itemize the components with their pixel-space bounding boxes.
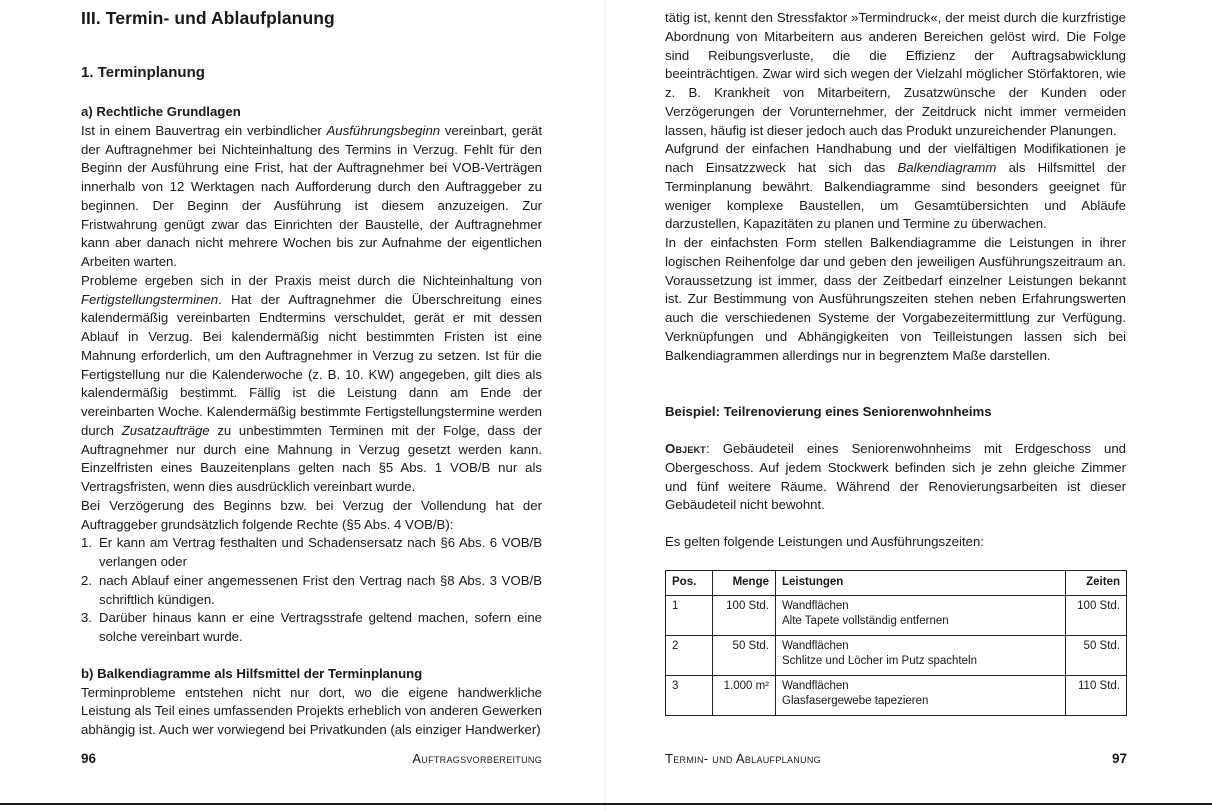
rights-list — [81, 534, 542, 647]
table-row — [666, 676, 1127, 716]
paragraph-termindruck: tätig ist, kennt den Stressfaktor »Termindruck«, der meist durch die kurzfristige Abordnung von Mitarbeitern aus anderen Bereichen gelöst wird. Die Folge sind Reibungsverluste, die die Effizienz der Auftragsabwicklung beeinträchtigen. Zwar wird sich wegen der Vielzahl möglicher Störfaktoren, wie z. B. Krankheit von Mitarbeitern, Zusatzwünsche der Kunden oder Verzögerungen der Vorunternehmer, der Zeitdruck nicht immer vermeiden lassen, häufig ist dieser jedoch auch das Produkt unzureichender Planungen. — [665, 10, 1126, 138]
list-item: 3. Darüber hinaus kann er eine Vertragsstrafe geltend machen, sofern eine solche vereinbart wurde. — [81, 610, 542, 644]
left-text-column — [81, 103, 542, 740]
paragraph-ausfuehrungsbeginn: Ist in einem Bauvertrag ein verbindlicher Ausführungsbeginn vereinbart, gerät der Auftragnehmer bei Nichteinhaltung des Termins in Verzug. Fehlt für den Beginn der Ausführung eine Frist, hat der Auftragnehmer bei VOB-Verträgen innerhalb von 12 Werktagen nach Aufforderung durch den Auftraggeber zu beginnen. Der Beginn der Ausführung ist diesem anzuzeigen. Zur Fristwahrung genügt zwar das Einrichten der Baustelle, der Auftragnehmer kann aber danach nicht mehrere Wochen bis zur Aufnahme der eigentlichen Arbeiten warten. — [81, 122, 542, 269]
section-title: 1. Terminplanung — [81, 64, 205, 81]
paragraph-balkendiagramm: Aufgrund der einfachen Handhabung und der vielfältigen Modifikationen je nach Einsatzzweck hat sich das Balkendiagramm als Hilfsmittel der Terminplanung bewährt. Balkendiagramme sind besonders geeignet für weniger komplexe Baustellen, um Gesamtübersichten und Abläufe darzustellen, Kapazitäten zu planen und Termine zu überwachen. — [665, 141, 1126, 232]
table-row — [666, 636, 1127, 676]
page-number-right: 97 — [1111, 751, 1127, 766]
page-number-left: 96 — [81, 751, 97, 766]
header-leistungen: Leistungen — [776, 571, 1066, 596]
cell-menge: 100 Std. — [713, 596, 776, 636]
subsection-a-heading: a) Rechtliche Grundlagen — [81, 104, 241, 119]
list-item: 1. Er kann am Vertrag festhalten und Schadensersatz nach §6 Abs. 6 VOB/B verlangen oder — [81, 535, 542, 569]
table-header-row — [666, 571, 1127, 596]
subsection-b-heading: b) Balkendiagramme als Hilfsmittel der Terminplanung — [81, 665, 423, 681]
paragraph-rechte: Bei Verzögerung des Beginns bzw. bei Verzug der Vollendung hat der Auftraggeber grundsätzlich folgende Rechte (§5 Abs. 4 VOB/B): — [81, 497, 542, 532]
paragraph-fertigstellung: Probleme ergeben sich in der Praxis meist durch die Nichteinhaltung von Fertigstellungsterminen. Hat der Auftragnehmer die Überschreitung eines kalendermäßig vereinbarten Endtermins verschuldet, gerät er mit dessen Ablauf in Verzug. Bei kalendermäßig nicht bestimmten Fristen ist eine Mahnung erforderlich, um den Auftragnehmer in Verzug zu setzen. Ist für die Fertigstellung nur die Kalenderwoche (z. B. 10. KW) angegeben, gilt dies als kalendermäßig bestimmt. Fällig ist die Leistung dann am Ende der vereinbarten Woche. Kalendermäßig bestimmte Fertigstellungstermine werden durch Zusatzaufträge zu unbestimmten Terminen mit der Folge, dass der Auftragnehmer nur durch eine Mahnung in Verzug gesetzt werden kann. Einzelfristen eines Bauzeitenplans gelten nach §5 Abs. 1 VOB/B nur als Vertragsfristen, wenn dies ausdrücklich vereinbart wurde. — [81, 272, 542, 494]
paragraph-einfachste-form: In der einfachsten Form stellen Balkendiagramme die Leistungen in ihrer logischen Reihenfolge dar und geben den jeweiligen Ausführungszeitraum an. Voraussetzung ist immer, dass der Zeitbedarf einzelner Leistungen bekannt ist. Zur Bestimmung von Ausführungszeiten stehen neben Erfahrungswerten auch die verschiedenen Systeme der Vorgabezeitermittlung zur Verfügung. Verknüpfungen und Abhängigkeiten von Teilleistungen lassen sich bei Balkendiagrammen allerdings nur in begrenztem Maße darstellen. — [665, 235, 1126, 363]
header-menge: Menge — [713, 571, 776, 596]
paragraph-terminprobleme: Terminprobleme entstehen nicht nur dort, wo die eigene handwerkliche Leistung als Teil eines umfassenden Projekts erheblich von anderen Gewerken abhängig ist. Auch wer vorwiegend bei Privatkunden (als einziger Handwerker) — [81, 684, 542, 737]
cell-zeiten: 110 Std. — [1066, 676, 1127, 716]
header-pos: Pos. — [666, 571, 713, 596]
header-zeiten: Zeiten — [1066, 571, 1127, 596]
cell-menge: 1.000 m² — [713, 676, 776, 716]
bottom-edge-line — [0, 803, 1212, 805]
running-head-left: Auftragsvorbereitung — [412, 751, 542, 766]
list-item: 2. nach Ablauf einer angemessenen Frist den Vertrag nach §8 Abs. 3 VOB/B schriftlich kündigen. — [81, 572, 542, 607]
cell-zeiten: 100 Std. — [1066, 596, 1127, 636]
cell-pos: 2 — [666, 636, 713, 676]
object-description: Objekt: Gebäudeteil eines Seniorenwohnheims mit Erdgeschoss und Obergeschoss. Auf jedem Stockwerk befinden sich je zehn gleiche Zimmer und fünf weitere Räume. Während der Renovierungsarbeiten ist dieser Gebäudeteil nicht bewohnt. — [665, 441, 1126, 513]
right-page — [606, 0, 1212, 810]
work-schedule-table — [665, 570, 1127, 716]
cell-leistungen: Wandflächen Schlitze und Löcher im Putz spachteln — [776, 636, 1066, 676]
example-heading: Beispiel: Teilrenovierung eines Seniorenwohnheims — [665, 404, 992, 420]
right-text-column — [665, 9, 1126, 552]
object-label: Objekt — [665, 441, 706, 456]
table-row — [666, 596, 1127, 636]
table-intro: Es gelten folgende Leistungen und Ausführungszeiten: — [665, 534, 984, 549]
cell-leistungen: Wandflächen Glasfasergewebe tapezieren — [776, 676, 1066, 716]
cell-pos: 3 — [666, 676, 713, 716]
running-head-right: Termin- und Ablaufplanung — [665, 751, 821, 766]
cell-pos: 1 — [666, 596, 713, 636]
cell-leistungen: Wandflächen Alte Tapete vollständig entfernen — [776, 596, 1066, 636]
cell-menge: 50 Std. — [713, 636, 776, 676]
chapter-title: III. Termin- und Ablaufplanung — [81, 8, 335, 28]
cell-zeiten: 50 Std. — [1066, 636, 1127, 676]
